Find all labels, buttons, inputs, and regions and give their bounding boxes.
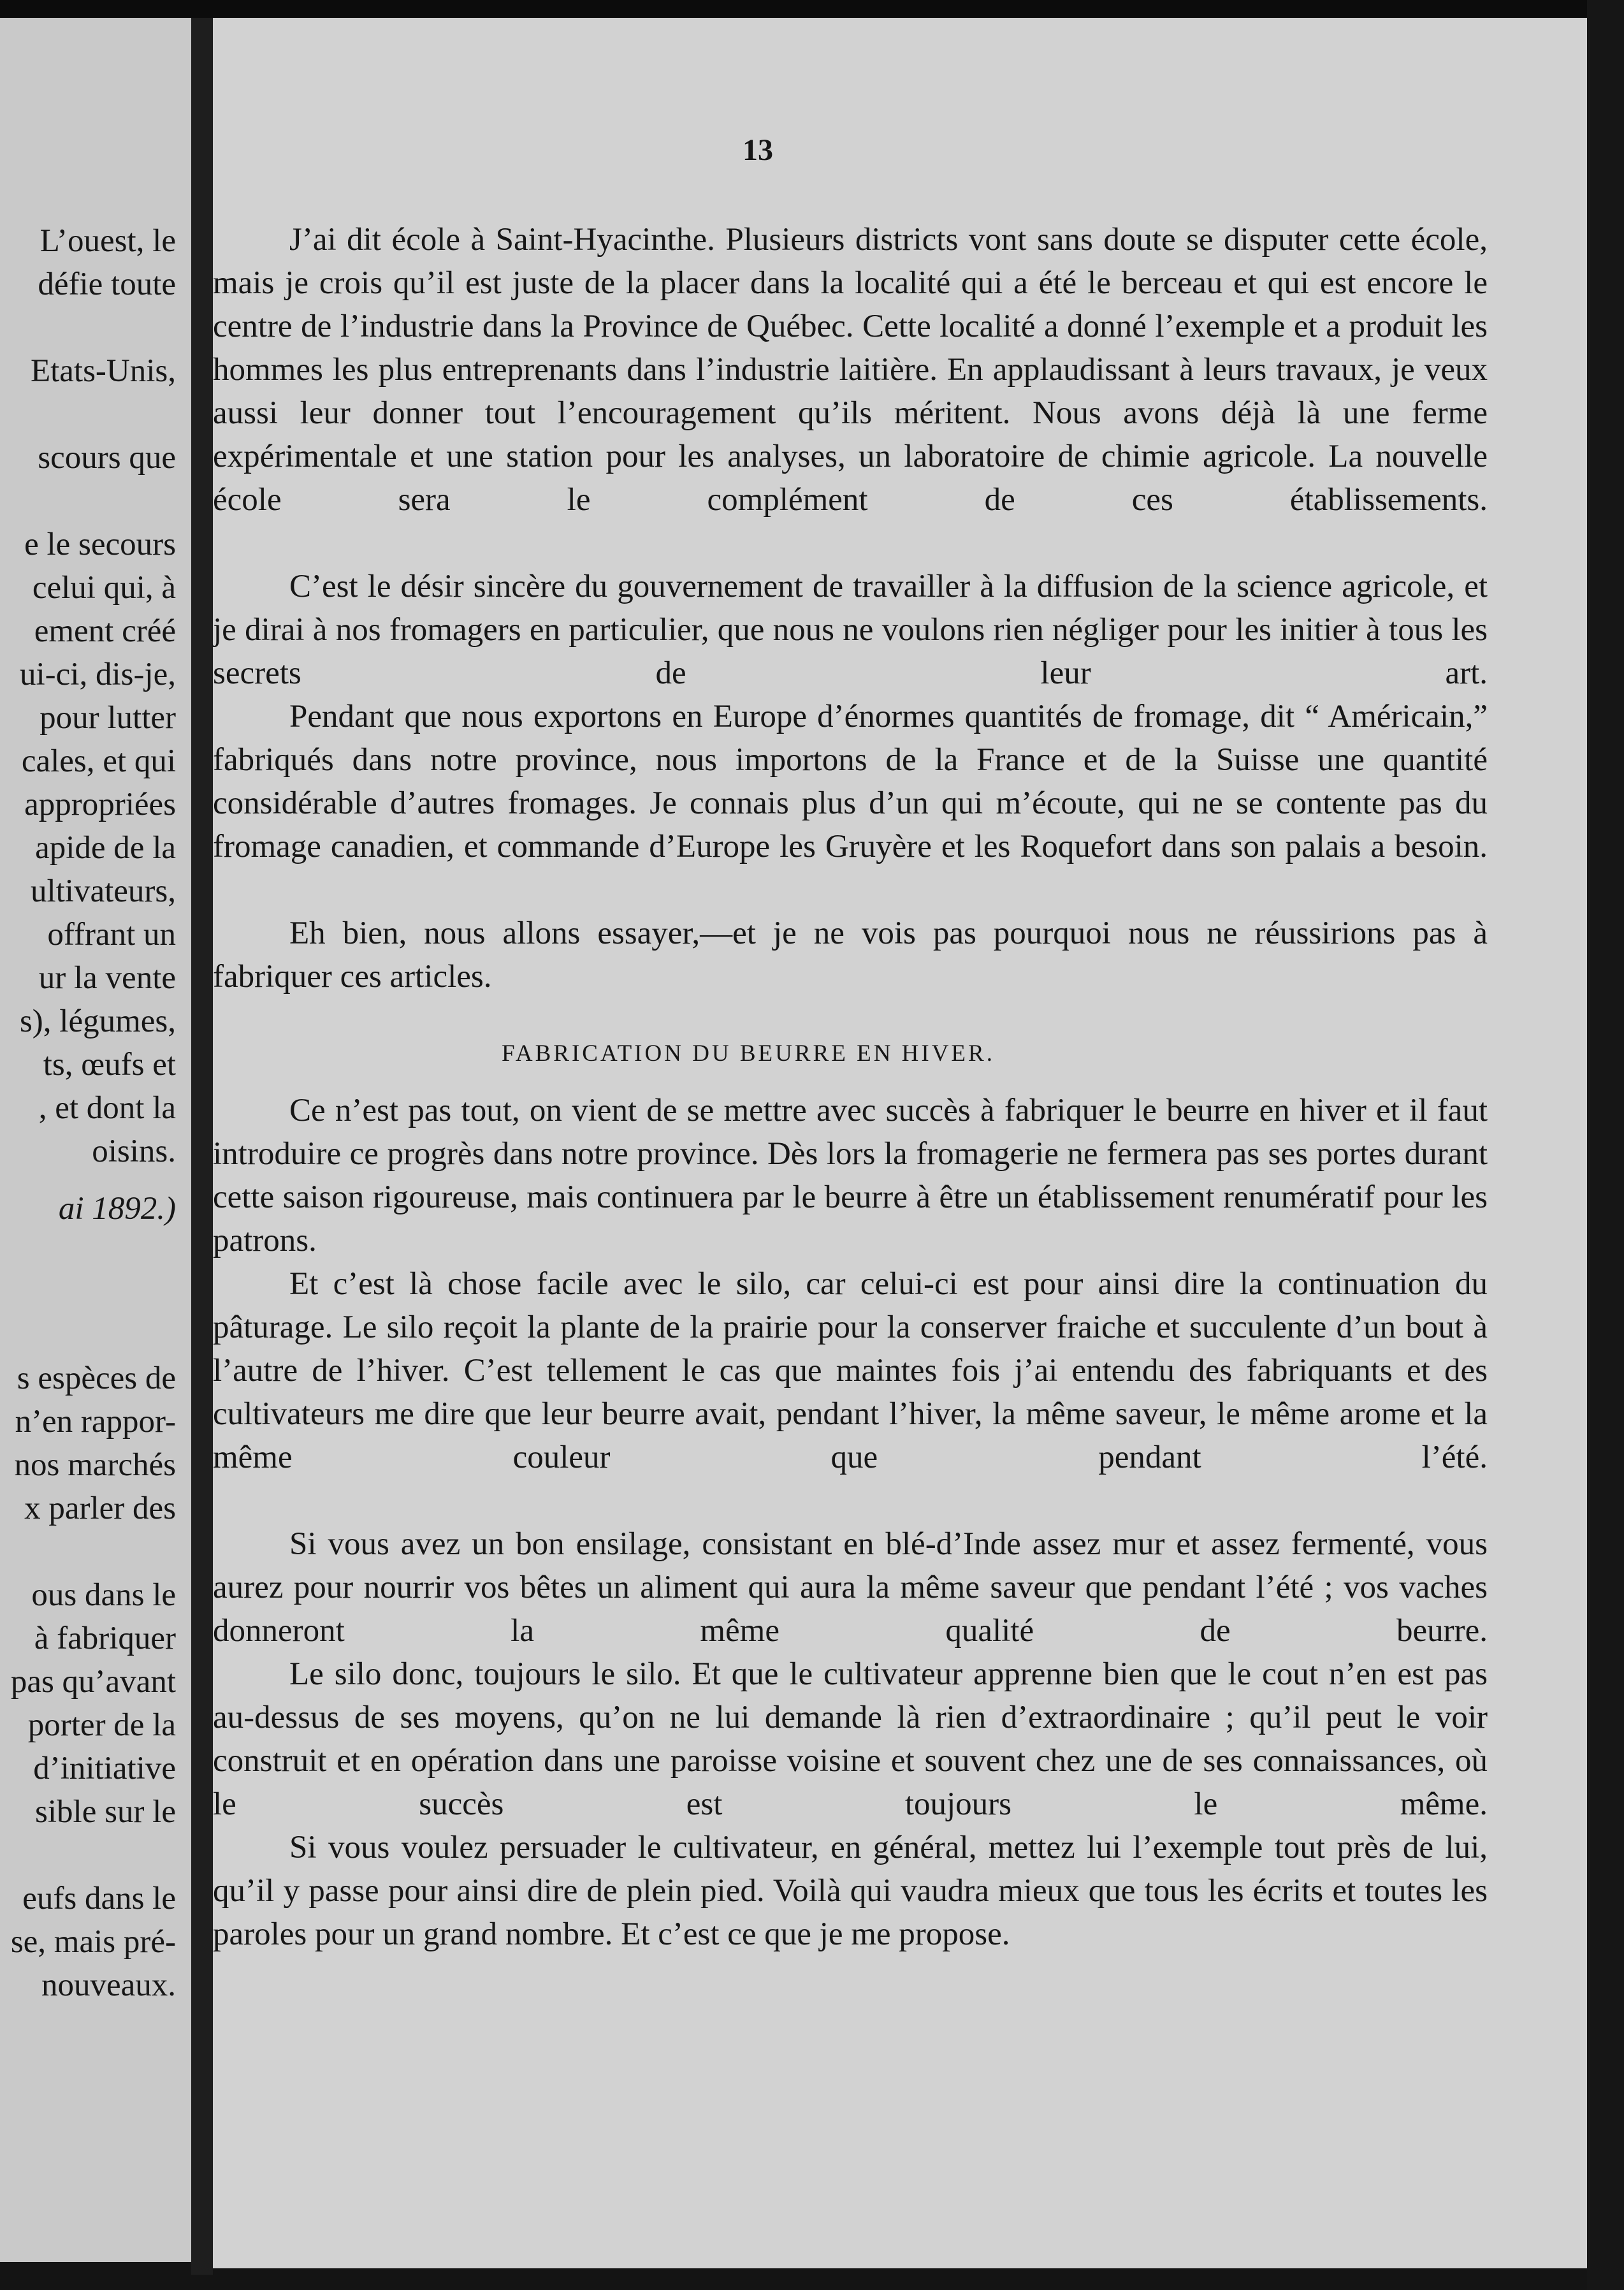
previous-page-fragment: ultivateurs,: [30, 873, 176, 909]
section-heading: FABRICATION DU BEURRE EN HIVER.: [502, 1040, 995, 1067]
previous-page-fragment: x parler des: [24, 1491, 176, 1526]
previous-page-fragment: d’initiative: [33, 1751, 176, 1786]
body-paragraph: Si vous voulez persuader le cultivateur, en général, mettez lui l’exemple tout près de lui, qu’il y passe pour ainsi dire de plein pied. Voilà qui vaudra mieux que tous les écrits et toutes les paroles pour un grand nombre. Et c’est ce que je me propose.: [213, 1830, 1488, 1952]
previous-page-fragment: pour lutter: [40, 700, 176, 736]
previous-page-fragment: porter de la: [27, 1707, 176, 1743]
previous-page-fragment: offrant un: [47, 917, 176, 952]
previous-page-fragment: ous dans le: [31, 1577, 176, 1613]
previous-page-fragment: scours que: [38, 440, 176, 476]
previous-page-fragment: nouveaux.: [41, 1967, 176, 2003]
previous-page-fragment: Etats-Unis,: [30, 353, 176, 389]
body-paragraph: J’ai dit école à Saint-Hyacinthe. Plusieurs districts vont sans doute se disputer cette école, mais je crois qu’il est juste de la placer dans la localité qui a été le berceau et qui est encore le centre de l’industrie dans la Province de Québec. Cette localité a donné l’exemple et a produit les hommes les plus entreprenants dans l’industrie laitière. En applaudissant à leurs travaux, je veux aussi leur donner tout l’encouragement qu’ils méritent. Nous avons déjà là une ferme expérimentale et une station pour les analyses, un laboratoire de chimie agricole. La nouvelle école sera le complément de ces établissements.: [213, 222, 1488, 518]
previous-page-fragment: pas qu’avant: [10, 1664, 176, 1700]
previous-page-fragment: ur la vente: [38, 960, 176, 996]
previous-page-fragment: sible sur le: [35, 1794, 176, 1830]
previous-page-fragment: celui qui, à: [32, 570, 176, 606]
previous-page-fragment: , et dont la: [38, 1090, 176, 1126]
document-page: [213, 18, 1587, 2268]
previous-page-fragment: ai 1892.): [58, 1191, 176, 1227]
body-paragraph: Le silo donc, toujours le silo. Et que le cultivateur apprenne bien que le cout n’en est pas au-dessus de ses moyens, qu’on ne lui demande là rien d’extraordinaire ; qu’il peut le voir construit et en opération dans une paroisse voisine et souvent chez une de ses connaissances, où le succès est toujours le même.: [213, 1656, 1488, 1822]
previous-page-fragment: L’ouest, le: [40, 223, 176, 259]
body-paragraph: Et c’est là chose facile avec le silo, car celui-ci est pour ainsi dire la continuation du pâturage. Le silo reçoit la plante de la prairie pour la conserver fraiche et succulente d’un bout à l’autre de l’hiver. C’est tellement le cas que maintes fois j’ai entendu des fabriquants et des cultivateurs me dire que leur beurre avait, pendant l’hiver, la même saveur, le même arome et la même couleur que pendant l’été.: [213, 1266, 1488, 1475]
body-paragraph: Si vous avez un bon ensilage, consistant en blé-d’Inde assez mur et assez fermenté, vous aurez pour nourrir vos bêtes un aliment qui aura la même saveur que pendant l’été ; vos vaches donneront la même qualité de beurre.: [213, 1526, 1488, 1649]
previous-page-fragment: ui-ci, dis-je,: [19, 657, 176, 692]
page-number: 13: [743, 133, 773, 167]
previous-page-fragment: ement créé: [34, 613, 176, 649]
previous-page-fragment: e le secours: [24, 527, 176, 562]
body-paragraph: Pendant que nous exportons en Europe d’énormes quantités de fromage, dit “ Américain,” fabriqués dans notre province, nous importons de la France et de la Suisse une quantité considérable d’autres fromages. Je connais plus d’un qui m’écoute, qui ne se contente pas du fromage canadien, et commande d’Europe les Gruyère et les Roquefort dans son palais a besoin.: [213, 699, 1488, 864]
body-paragraph: Ce n’est pas tout, on vient de se mettre avec succès à fabriquer le beurre en hiver et il faut introduire ce progrès dans notre province. Dès lors la fromagerie ne fermera pas ses portes durant cette saison rigoureuse, mais continuera par le beurre à être un établissement renumératif pour les patrons.: [213, 1093, 1488, 1258]
previous-page-fragment: n’en rappor-: [15, 1404, 176, 1440]
previous-page-fragment: à fabriquer: [34, 1621, 176, 1656]
previous-page-fragment: s espèces de: [17, 1360, 176, 1396]
previous-page-fragment: se, mais pré-: [10, 1924, 176, 1960]
body-paragraph: C’est le désir sincère du gouvernement de travailler à la diffusion de la science agricole, et je dirai à nos fromagers en particulier, que nous ne voulons rien négliger pour les initier à tous les secrets de leur art.: [213, 569, 1488, 691]
previous-page-fragment: s), légumes,: [19, 1003, 176, 1039]
previous-page-fragment: défie toute: [38, 266, 176, 302]
scan-right-edge: [1587, 0, 1624, 2290]
previous-page-fragment: appropriées: [24, 787, 176, 822]
previous-page-strip: [0, 18, 191, 2262]
previous-page-fragment: eufs dans le: [22, 1881, 176, 1916]
body-paragraph: Eh bien, nous allons essayer,—et je ne vois pas pourquoi nous ne réussirions pas à fabriquer ces articles.: [213, 915, 1488, 995]
previous-page-fragment: cales, et qui: [21, 743, 176, 779]
previous-page-fragment: apide de la: [35, 830, 176, 866]
binding-gutter: [191, 18, 213, 2275]
previous-page-fragment: nos marchés: [14, 1447, 176, 1483]
previous-page-fragment: ts, œufs et: [43, 1047, 176, 1083]
previous-page-fragment: oisins.: [92, 1134, 176, 1169]
